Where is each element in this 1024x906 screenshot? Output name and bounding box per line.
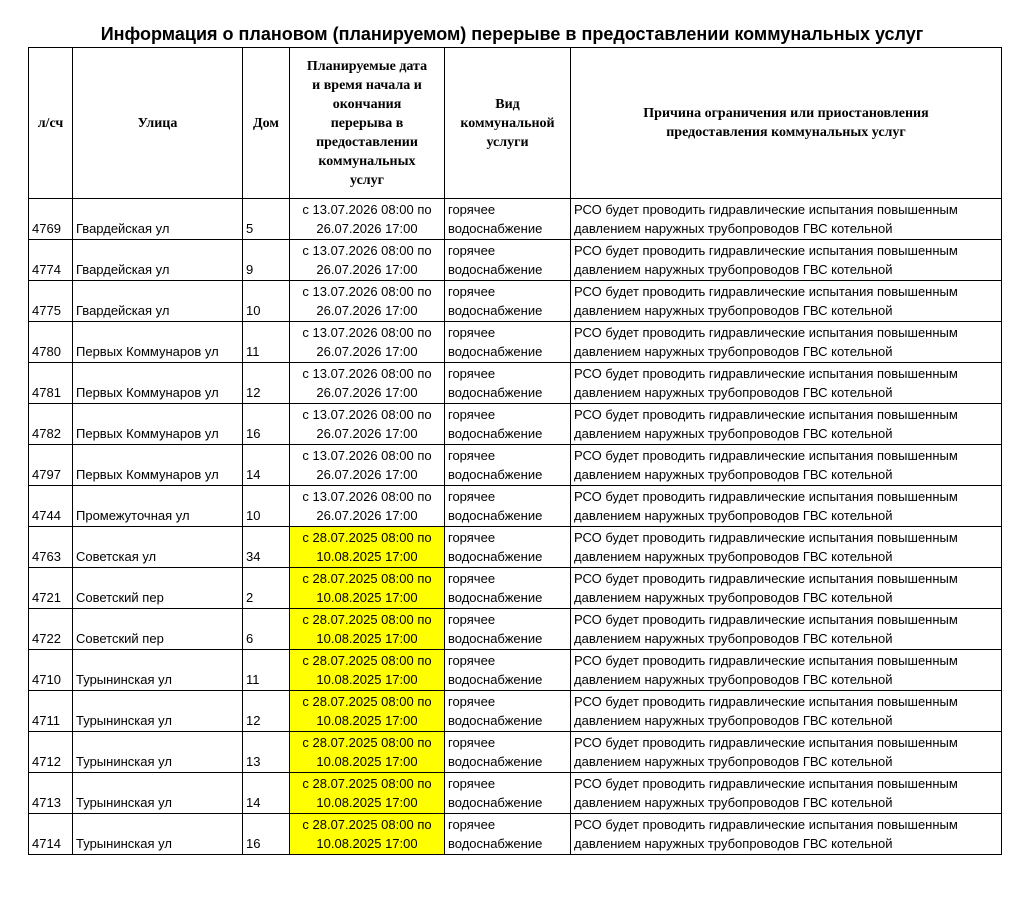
- cell-service: [445, 568, 571, 609]
- cell-street: Турынинская ул: [73, 773, 243, 814]
- cell-period: [290, 404, 445, 445]
- cell-service: [445, 240, 571, 281]
- table-row: [29, 732, 1002, 773]
- header-service-line: Вид: [495, 96, 520, 112]
- cell-account: 4781: [29, 363, 73, 404]
- reason-line: РСО будет проводить гидравлические испытания повышенным: [574, 325, 958, 340]
- header-service-line: услуги: [486, 134, 529, 150]
- cell-house: 9: [243, 240, 290, 281]
- cell-account: 4710: [29, 650, 73, 691]
- period-start: с 28.07.2025 08:00 по: [302, 694, 432, 709]
- service-line: водоснабжение: [448, 303, 543, 318]
- service-line: водоснабжение: [448, 221, 543, 236]
- reason-line: РСО будет проводить гидравлические испытания повышенным: [574, 694, 958, 709]
- period-start: с 28.07.2025 08:00 по: [302, 571, 432, 586]
- service-line: горячее: [448, 612, 496, 627]
- period-start: с 13.07.2026 08:00 по: [302, 489, 432, 504]
- service-line: водоснабжение: [448, 795, 543, 810]
- cell-reason: [571, 281, 1002, 322]
- cell-service: [445, 322, 571, 363]
- cell-service: [445, 814, 571, 855]
- reason-line: давлением наружных трубопроводов ГВС котельной: [574, 426, 893, 441]
- cell-street: Гвардейская ул: [73, 240, 243, 281]
- reason-line: давлением наружных трубопроводов ГВС котельной: [574, 713, 893, 728]
- cell-house: 6: [243, 609, 290, 650]
- cell-account: 4713: [29, 773, 73, 814]
- period-end: 10.08.2025 17:00: [316, 754, 418, 769]
- service-line: горячее: [448, 817, 496, 832]
- table-row: [29, 568, 1002, 609]
- service-line: горячее: [448, 325, 496, 340]
- cell-reason: [571, 322, 1002, 363]
- period-start: с 13.07.2026 08:00 по: [302, 284, 432, 299]
- reason-line: давлением наружных трубопроводов ГВС котельной: [574, 467, 893, 482]
- header-reason-line: предоставления коммунальных услуг: [666, 125, 906, 140]
- cell-house: 13: [243, 732, 290, 773]
- reason-line: РСО будет проводить гидравлические испытания повышенным: [574, 284, 958, 299]
- period-start: с 28.07.2025 08:00 по: [302, 530, 432, 545]
- cell-service: [445, 773, 571, 814]
- service-line: горячее: [448, 243, 496, 258]
- service-line: горячее: [448, 735, 496, 750]
- cell-period: [290, 650, 445, 691]
- cell-account: 4721: [29, 568, 73, 609]
- service-line: водоснабжение: [448, 262, 543, 277]
- header-row: [29, 48, 1002, 199]
- table-row: [29, 240, 1002, 281]
- table-row: [29, 609, 1002, 650]
- cell-house: 12: [243, 691, 290, 732]
- period-end: 10.08.2025 17:00: [316, 836, 418, 851]
- cell-service: [445, 404, 571, 445]
- reason-line: РСО будет проводить гидравлические испытания повышенным: [574, 489, 958, 504]
- cell-account: 4722: [29, 609, 73, 650]
- service-line: водоснабжение: [448, 467, 543, 482]
- table-row: [29, 773, 1002, 814]
- service-line: горячее: [448, 571, 496, 586]
- cell-account: 4711: [29, 691, 73, 732]
- cell-street: Промежуточная ул: [73, 486, 243, 527]
- period-end: 26.07.2026 17:00: [316, 221, 418, 236]
- table-row: [29, 527, 1002, 568]
- cell-account: 4744: [29, 486, 73, 527]
- cell-house: 14: [243, 773, 290, 814]
- cell-reason: [571, 814, 1002, 855]
- service-line: горячее: [448, 202, 496, 217]
- cell-street: Первых Коммунаров ул: [73, 363, 243, 404]
- service-line: горячее: [448, 284, 496, 299]
- cell-period: [290, 568, 445, 609]
- table-row: [29, 691, 1002, 732]
- period-end: 26.07.2026 17:00: [316, 426, 418, 441]
- reason-line: давлением наружных трубопроводов ГВС котельной: [574, 672, 893, 687]
- cell-house: 10: [243, 281, 290, 322]
- cell-service: [445, 650, 571, 691]
- table-row: [29, 486, 1002, 527]
- cell-house: 16: [243, 814, 290, 855]
- period-start: с 28.07.2025 08:00 по: [302, 735, 432, 750]
- cell-reason: [571, 404, 1002, 445]
- cell-street: Первых Коммунаров ул: [73, 322, 243, 363]
- service-line: водоснабжение: [448, 385, 543, 400]
- cell-reason: [571, 527, 1002, 568]
- service-line: водоснабжение: [448, 426, 543, 441]
- reason-line: давлением наружных трубопроводов ГВС котельной: [574, 795, 893, 810]
- cell-period: [290, 773, 445, 814]
- cell-street: Гвардейская ул: [73, 281, 243, 322]
- cell-service: [445, 691, 571, 732]
- period-start: с 13.07.2026 08:00 по: [302, 202, 432, 217]
- table-row: [29, 445, 1002, 486]
- service-line: горячее: [448, 776, 496, 791]
- reason-line: давлением наружных трубопроводов ГВС котельной: [574, 754, 893, 769]
- cell-account: 4797: [29, 445, 73, 486]
- cell-account: 4763: [29, 527, 73, 568]
- period-end: 10.08.2025 17:00: [316, 590, 418, 605]
- cell-period: [290, 527, 445, 568]
- reason-line: РСО будет проводить гидравлические испытания повышенным: [574, 407, 958, 422]
- cell-period: [290, 363, 445, 404]
- period-start: с 28.07.2025 08:00 по: [302, 817, 432, 832]
- reason-line: РСО будет проводить гидравлические испытания повышенным: [574, 448, 958, 463]
- cell-service: [445, 199, 571, 240]
- cell-account: 4775: [29, 281, 73, 322]
- reason-line: РСО будет проводить гидравлические испытания повышенным: [574, 571, 958, 586]
- reason-line: давлением наружных трубопроводов ГВС котельной: [574, 303, 893, 318]
- cell-street: Турынинская ул: [73, 650, 243, 691]
- service-line: водоснабжение: [448, 590, 543, 605]
- reason-line: давлением наружных трубопроводов ГВС котельной: [574, 590, 893, 605]
- period-end: 10.08.2025 17:00: [316, 631, 418, 646]
- cell-account: 4769: [29, 199, 73, 240]
- cell-house: 2: [243, 568, 290, 609]
- table-row: [29, 404, 1002, 445]
- cell-street: Турынинская ул: [73, 691, 243, 732]
- cell-period: [290, 445, 445, 486]
- cell-street: Гвардейская ул: [73, 199, 243, 240]
- service-line: водоснабжение: [448, 344, 543, 359]
- cell-house: 34: [243, 527, 290, 568]
- header-street: Улица: [73, 48, 243, 199]
- table-row: [29, 322, 1002, 363]
- reason-line: РСО будет проводить гидравлические испытания повышенным: [574, 366, 958, 381]
- header-service-line: коммунальной: [460, 115, 555, 131]
- period-end: 10.08.2025 17:00: [316, 672, 418, 687]
- service-line: горячее: [448, 530, 496, 545]
- reason-line: РСО будет проводить гидравлические испытания повышенным: [574, 530, 958, 545]
- reason-line: РСО будет проводить гидравлические испытания повышенным: [574, 817, 958, 832]
- period-start: с 13.07.2026 08:00 по: [302, 325, 432, 340]
- header-house: Дом: [243, 48, 290, 199]
- service-line: водоснабжение: [448, 508, 543, 523]
- cell-reason: [571, 363, 1002, 404]
- cell-reason: [571, 445, 1002, 486]
- reason-line: РСО будет проводить гидравлические испытания повышенным: [574, 735, 958, 750]
- cell-house: 10: [243, 486, 290, 527]
- period-end: 10.08.2025 17:00: [316, 549, 418, 564]
- table-row: [29, 281, 1002, 322]
- period-end: 26.07.2026 17:00: [316, 508, 418, 523]
- period-start: с 28.07.2025 08:00 по: [302, 776, 432, 791]
- cell-house: 14: [243, 445, 290, 486]
- cell-period: [290, 486, 445, 527]
- cell-period: [290, 281, 445, 322]
- period-start: с 13.07.2026 08:00 по: [302, 366, 432, 381]
- page-title: Информация о плановом (планируемом) перерыве в предоставлении коммунальных услуг: [100, 24, 924, 44]
- cell-service: [445, 281, 571, 322]
- service-line: горячее: [448, 653, 496, 668]
- service-line: водоснабжение: [448, 631, 543, 646]
- cell-street: Первых Коммунаров ул: [73, 404, 243, 445]
- period-start: с 28.07.2025 08:00 по: [302, 612, 432, 627]
- cell-period: [290, 732, 445, 773]
- period-start: с 28.07.2025 08:00 по: [302, 653, 432, 668]
- cell-reason: [571, 609, 1002, 650]
- table-header: [29, 48, 1002, 199]
- cell-period: [290, 609, 445, 650]
- service-line: горячее: [448, 694, 496, 709]
- header-period: [290, 48, 445, 199]
- reason-line: РСО будет проводить гидравлические испытания повышенным: [574, 612, 958, 627]
- period-end: 26.07.2026 17:00: [316, 385, 418, 400]
- period-start: с 13.07.2026 08:00 по: [302, 448, 432, 463]
- cell-period: [290, 240, 445, 281]
- table-row: [29, 814, 1002, 855]
- header-period-line: перерыва в: [330, 115, 404, 131]
- cell-account: 4774: [29, 240, 73, 281]
- cell-house: 5: [243, 199, 290, 240]
- reason-line: давлением наружных трубопроводов ГВС котельной: [574, 508, 893, 523]
- period-end: 26.07.2026 17:00: [316, 467, 418, 482]
- cell-reason: [571, 240, 1002, 281]
- cell-service: [445, 527, 571, 568]
- reason-line: давлением наружных трубопроводов ГВС котельной: [574, 344, 893, 359]
- cell-reason: [571, 773, 1002, 814]
- reason-line: РСО будет проводить гидравлические испытания повышенным: [574, 776, 958, 791]
- header-period-line: коммунальных: [318, 153, 416, 169]
- cell-service: [445, 486, 571, 527]
- service-line: водоснабжение: [448, 672, 543, 687]
- cell-account: 4782: [29, 404, 73, 445]
- period-start: с 13.07.2026 08:00 по: [302, 243, 432, 258]
- header-reason: [571, 48, 1002, 199]
- cell-house: 12: [243, 363, 290, 404]
- cell-service: [445, 363, 571, 404]
- header-period-line: услуг: [350, 172, 384, 188]
- reason-line: РСО будет проводить гидравлические испытания повышенным: [574, 653, 958, 668]
- service-line: водоснабжение: [448, 836, 543, 851]
- cell-street: Советская ул: [73, 527, 243, 568]
- cell-street: Советский пер: [73, 568, 243, 609]
- cell-house: 11: [243, 322, 290, 363]
- reason-line: давлением наружных трубопроводов ГВС котельной: [574, 549, 893, 564]
- header-period-line: предоставлении: [316, 134, 418, 150]
- period-end: 26.07.2026 17:00: [316, 303, 418, 318]
- cell-account: 4780: [29, 322, 73, 363]
- header-account: л/сч: [29, 48, 73, 199]
- cell-street: Турынинская ул: [73, 814, 243, 855]
- cell-street: Советский пер: [73, 609, 243, 650]
- cell-service: [445, 445, 571, 486]
- table-row: [29, 650, 1002, 691]
- cell-house: 11: [243, 650, 290, 691]
- reason-line: давлением наружных трубопроводов ГВС котельной: [574, 262, 893, 277]
- table-row: [29, 363, 1002, 404]
- period-end: 26.07.2026 17:00: [316, 344, 418, 359]
- service-line: водоснабжение: [448, 754, 543, 769]
- reason-line: давлением наружных трубопроводов ГВС котельной: [574, 385, 893, 400]
- reason-line: давлением наружных трубопроводов ГВС котельной: [574, 221, 893, 236]
- cell-street: Первых Коммунаров ул: [73, 445, 243, 486]
- cell-account: 4714: [29, 814, 73, 855]
- service-line: водоснабжение: [448, 713, 543, 728]
- cell-reason: [571, 568, 1002, 609]
- header-period-line: и время начала и: [312, 77, 422, 93]
- reason-line: давлением наружных трубопроводов ГВС котельной: [574, 836, 893, 851]
- header-period-line: Планируемые дата: [306, 58, 428, 74]
- service-line: горячее: [448, 407, 496, 422]
- period-end: 10.08.2025 17:00: [316, 795, 418, 810]
- cell-period: [290, 814, 445, 855]
- header-period-line: окончания: [332, 96, 402, 112]
- cell-reason: [571, 732, 1002, 773]
- period-end: 26.07.2026 17:00: [316, 262, 418, 277]
- table-body: [29, 199, 1002, 855]
- cell-reason: [571, 486, 1002, 527]
- service-line: водоснабжение: [448, 549, 543, 564]
- cell-period: [290, 322, 445, 363]
- cell-service: [445, 732, 571, 773]
- cell-period: [290, 691, 445, 732]
- cell-reason: [571, 199, 1002, 240]
- cell-street: Турынинская ул: [73, 732, 243, 773]
- cell-service: [445, 609, 571, 650]
- period-start: с 13.07.2026 08:00 по: [302, 407, 432, 422]
- header-reason-line: Причина ограничения или приостановления: [643, 106, 929, 121]
- cell-reason: [571, 691, 1002, 732]
- reason-line: РСО будет проводить гидравлические испытания повышенным: [574, 202, 958, 217]
- service-line: горячее: [448, 366, 496, 381]
- header-service: [445, 48, 571, 199]
- service-line: горячее: [448, 448, 496, 463]
- reason-line: давлением наружных трубопроводов ГВС котельной: [574, 631, 893, 646]
- table-row: [29, 199, 1002, 240]
- reason-line: РСО будет проводить гидравлические испытания повышенным: [574, 243, 958, 258]
- period-end: 10.08.2025 17:00: [316, 713, 418, 728]
- outage-table: [28, 47, 1002, 855]
- cell-reason: [571, 650, 1002, 691]
- cell-account: 4712: [29, 732, 73, 773]
- service-line: горячее: [448, 489, 496, 504]
- cell-house: 16: [243, 404, 290, 445]
- cell-period: [290, 199, 445, 240]
